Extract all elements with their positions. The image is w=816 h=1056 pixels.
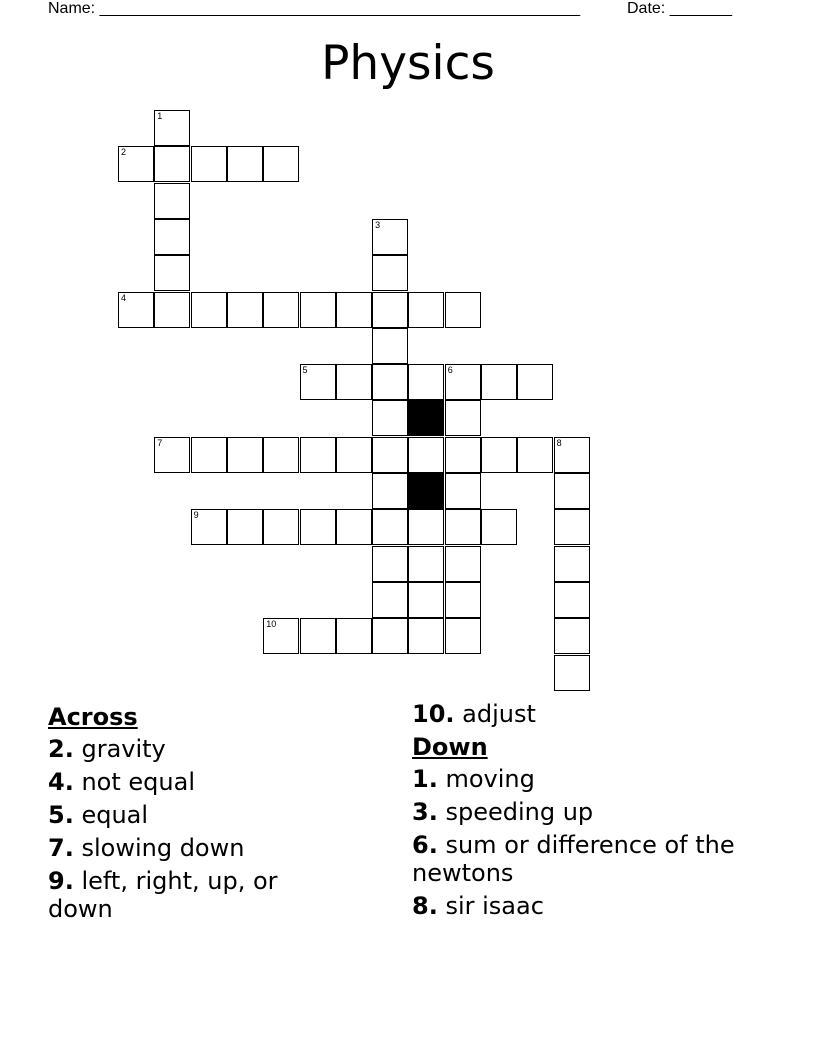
grid-cell[interactable] bbox=[408, 437, 444, 473]
cell-number: 3 bbox=[375, 219, 381, 230]
grid-cell[interactable] bbox=[336, 618, 372, 654]
grid-cell[interactable] bbox=[445, 546, 481, 582]
grid-cell[interactable] bbox=[445, 364, 481, 400]
grid-cell[interactable] bbox=[554, 655, 590, 691]
grid-cell[interactable] bbox=[336, 437, 372, 473]
grid-cell[interactable] bbox=[227, 509, 263, 545]
grid-cell[interactable] bbox=[300, 292, 336, 328]
cell-number: 2 bbox=[121, 147, 127, 158]
grid-cell[interactable] bbox=[300, 364, 336, 400]
grid-cell[interactable] bbox=[445, 582, 481, 618]
grid-cell[interactable] bbox=[154, 437, 190, 473]
grid-cell[interactable] bbox=[191, 146, 227, 182]
grid-cell[interactable] bbox=[154, 183, 190, 219]
grid-cell[interactable] bbox=[336, 292, 372, 328]
grid-cell[interactable] bbox=[445, 509, 481, 545]
clue-across-2: 2. gravity bbox=[48, 735, 166, 763]
cell-number: 4 bbox=[121, 292, 127, 303]
grid-cell[interactable] bbox=[263, 437, 299, 473]
grid-cell[interactable] bbox=[372, 400, 408, 436]
grid-cell[interactable] bbox=[372, 292, 408, 328]
grid-cell[interactable] bbox=[372, 437, 408, 473]
grid-cell[interactable] bbox=[263, 146, 299, 182]
grid-cell[interactable] bbox=[408, 509, 444, 545]
grid-cell[interactable] bbox=[517, 364, 553, 400]
grid-cell[interactable] bbox=[408, 582, 444, 618]
cell-number: 6 bbox=[447, 365, 453, 376]
grid-cell[interactable] bbox=[227, 292, 263, 328]
clues-column-right bbox=[412, 700, 742, 925]
clue-across-9: 9. left, right, up, or down bbox=[48, 867, 278, 923]
cell-number: 8 bbox=[556, 437, 562, 448]
grid-cell[interactable] bbox=[191, 437, 227, 473]
grid-cell[interactable] bbox=[372, 219, 408, 255]
grid-cell[interactable] bbox=[554, 473, 590, 509]
grid-cell[interactable] bbox=[372, 473, 408, 509]
across-heading: Across bbox=[48, 703, 138, 731]
grid-cell[interactable] bbox=[263, 509, 299, 545]
cell-number: 9 bbox=[193, 510, 199, 521]
grid-cell[interactable] bbox=[372, 364, 408, 400]
grid-cell[interactable] bbox=[372, 328, 408, 364]
clue-across-10: 10. adjust bbox=[412, 700, 536, 728]
grid-cell[interactable] bbox=[481, 437, 517, 473]
grid-cell[interactable] bbox=[300, 509, 336, 545]
grid-cell[interactable] bbox=[408, 618, 444, 654]
grid-cell[interactable] bbox=[263, 292, 299, 328]
grid-cell[interactable] bbox=[554, 509, 590, 545]
grid-cell[interactable] bbox=[372, 509, 408, 545]
cell-number: 1 bbox=[157, 111, 163, 121]
grid-cell[interactable] bbox=[554, 618, 590, 654]
grid-cell[interactable] bbox=[445, 618, 481, 654]
grid-cell[interactable] bbox=[554, 437, 590, 473]
page-title: Physics bbox=[321, 36, 495, 91]
grid-cell[interactable] bbox=[336, 364, 372, 400]
grid-cell[interactable] bbox=[300, 618, 336, 654]
grid-cell[interactable] bbox=[445, 437, 481, 473]
grid-cell[interactable] bbox=[372, 618, 408, 654]
date-field-label: Date: _______ bbox=[627, 0, 732, 17]
down-heading: Down bbox=[412, 733, 488, 761]
grid-cell[interactable] bbox=[118, 292, 154, 328]
grid-block bbox=[408, 473, 444, 509]
grid-cell[interactable] bbox=[336, 509, 372, 545]
grid-cell[interactable] bbox=[372, 582, 408, 618]
grid-cell[interactable] bbox=[554, 546, 590, 582]
worksheet-header bbox=[48, 0, 748, 20]
grid-cell[interactable] bbox=[154, 219, 190, 255]
name-field-label: Name: ______________________________________________________ bbox=[48, 0, 581, 17]
clue-down-1: 1. moving bbox=[412, 765, 535, 793]
grid-cell[interactable] bbox=[481, 364, 517, 400]
clue-down-3: 3. speeding up bbox=[412, 798, 594, 826]
cell-number: 10 bbox=[266, 619, 277, 630]
clue-across-5: 5. equal bbox=[48, 801, 149, 829]
grid-cell[interactable] bbox=[227, 146, 263, 182]
clue-down-6: 6. sum or difference of the newtons bbox=[412, 831, 735, 887]
grid-cell[interactable] bbox=[300, 437, 336, 473]
grid-block bbox=[408, 400, 444, 436]
grid-cell[interactable] bbox=[408, 364, 444, 400]
grid-cell[interactable] bbox=[154, 146, 190, 182]
grid-cell[interactable] bbox=[554, 582, 590, 618]
grid-cell[interactable] bbox=[481, 509, 517, 545]
grid-cell[interactable] bbox=[118, 146, 154, 182]
grid-cell[interactable] bbox=[154, 110, 190, 146]
grid-cell[interactable] bbox=[445, 400, 481, 436]
grid-cell[interactable] bbox=[154, 292, 190, 328]
cell-number: 5 bbox=[302, 365, 308, 376]
grid-cell[interactable] bbox=[372, 255, 408, 291]
grid-cell[interactable] bbox=[191, 509, 227, 545]
grid-cell[interactable] bbox=[408, 546, 444, 582]
clue-across-4: 4. not equal bbox=[48, 768, 195, 796]
grid-cell[interactable] bbox=[191, 292, 227, 328]
grid-cell[interactable] bbox=[372, 546, 408, 582]
cell-number: 7 bbox=[157, 437, 163, 448]
grid-cell[interactable] bbox=[445, 292, 481, 328]
grid-cell[interactable] bbox=[445, 473, 481, 509]
grid-cell[interactable] bbox=[227, 437, 263, 473]
grid-cell[interactable] bbox=[517, 437, 553, 473]
grid-cell[interactable] bbox=[408, 292, 444, 328]
clues-column-left bbox=[48, 700, 348, 928]
clue-across-7: 7. slowing down bbox=[48, 834, 245, 862]
grid-cell[interactable] bbox=[154, 255, 190, 291]
clue-down-8: 8. sir isaac bbox=[412, 892, 544, 920]
grid-cell[interactable] bbox=[263, 618, 299, 654]
